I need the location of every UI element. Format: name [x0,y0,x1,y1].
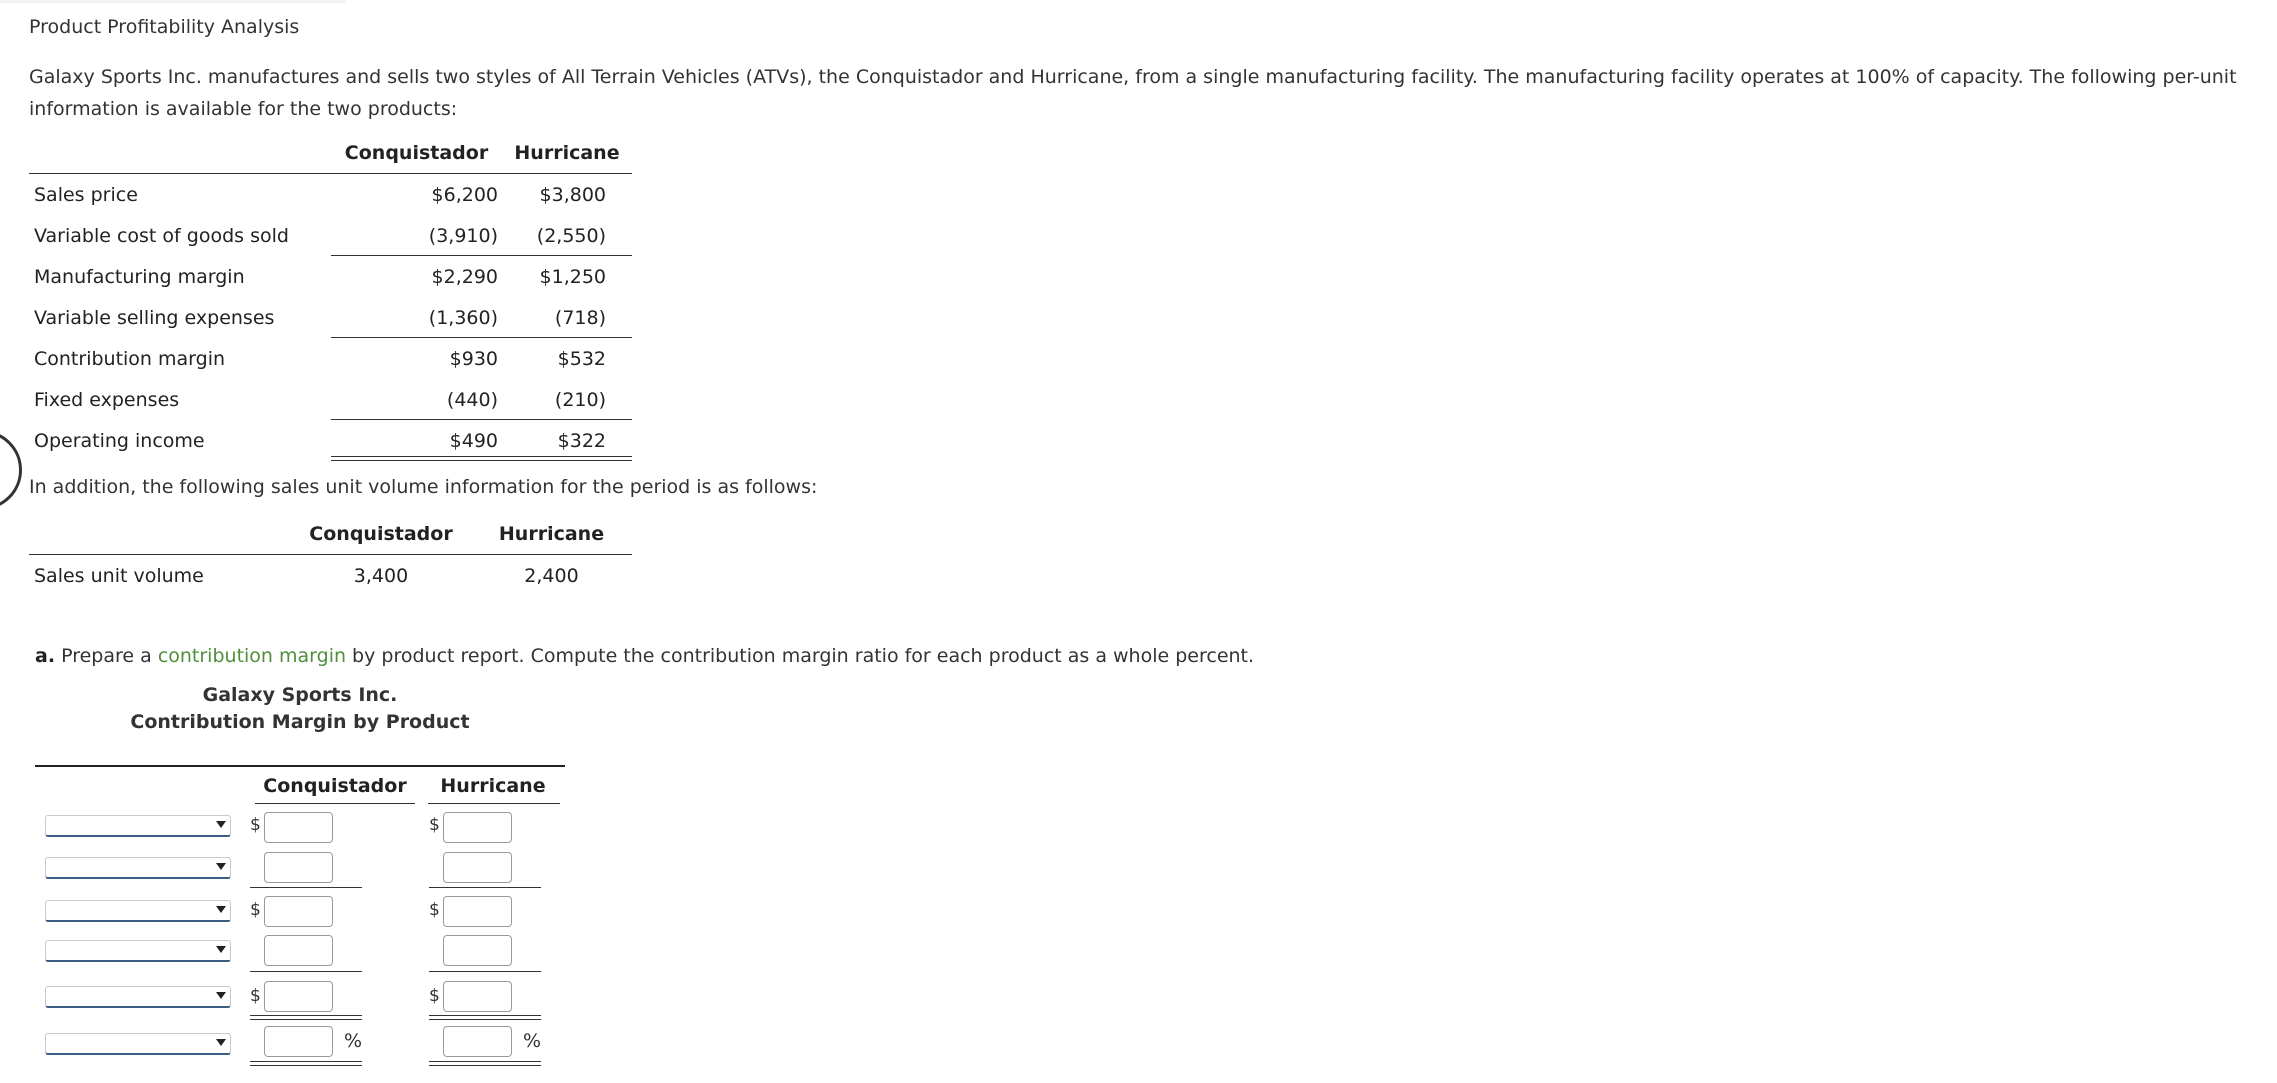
cell-conquistador: 3,400 [353,564,409,587]
dollar-sign: $ [429,986,440,1006]
report-title: Contribution Margin by Product [130,711,470,733]
subtotal-rule [250,971,362,972]
row3-conquistador-input[interactable] [264,896,333,927]
row5-conquistador-input[interactable] [264,981,333,1012]
cell-hurricane: $532 [557,347,606,370]
cell-hurricane: (210) [502,379,632,420]
circle-icon [0,430,22,510]
part-a-letter: a. [35,645,56,667]
chevron-down-icon [216,1039,226,1046]
report-col-hurricane: Hurricane [440,775,546,797]
cell-hurricane: (718) [502,297,632,338]
unit-table-header [29,132,632,174]
cell-conquistador: $2,290 [431,265,498,288]
part-a-text-before: Prepare a [55,645,158,667]
cell-conquistador: (440) [331,379,502,420]
unit-col-hurricane: Hurricane [502,132,632,174]
contribution-margin-link[interactable]: contribution margin [157,645,347,667]
row6-conquistador-input[interactable] [264,1026,333,1057]
row5-label-select[interactable] [45,986,231,1008]
volume-col-conquistador: Conquistador [291,513,471,555]
total-rule [250,1065,362,1066]
cell-conquistador: $6,200 [431,183,498,206]
row6-label-select[interactable] [45,1033,231,1055]
volume-table-header [29,513,632,555]
title-tab-bar [0,0,345,3]
table-row [29,297,632,338]
row-label: Variable cost of goods sold [34,224,289,247]
chevron-down-icon [216,906,226,913]
conquistador-header-rule [255,803,415,804]
row-label: Sales unit volume [34,564,204,587]
subtotal-rule [429,887,541,888]
row1-label-select[interactable] [45,815,231,837]
cell-conquistador: (3,910) [331,215,502,256]
hurricane-header-rule [428,803,560,804]
total-rule [429,1065,541,1066]
chevron-down-icon [216,992,226,999]
cell-hurricane: $322 [502,420,632,461]
total-rule [250,1019,362,1020]
total-rule [429,1061,541,1062]
row6-hurricane-input[interactable] [443,1026,512,1057]
row3-hurricane-input[interactable] [443,896,512,927]
row3-label-select[interactable] [45,900,231,922]
row1-conquistador-input[interactable] [264,812,333,843]
part-a-text-after: by product report. Compute the contribution margin ratio for each product as a whole percent. [346,645,1255,667]
sales-volume-table [29,513,632,596]
row-label: Contribution margin [34,347,226,370]
report-top-rule [35,765,565,767]
cell-hurricane: (2,550) [502,215,632,256]
subtotal-rule [250,887,362,888]
row-label: Manufacturing margin [34,265,245,288]
row-label: Fixed expenses [34,388,180,411]
chevron-down-icon [216,863,226,870]
row4-conquistador-input[interactable] [264,935,333,966]
intro-paragraph: Galaxy Sports Inc. manufactures and sells two styles of All Terrain Vehicles (ATVs), the Conquistador and Hurricane, from a single manufacturing facility. The manufacturing facility operates at 100% of capacity. The following per-unit information is available for the two products: [29,66,2237,120]
cell-hurricane: $3,800 [539,183,606,206]
cell-conquistador: (1,360) [331,297,502,338]
cell-conquistador: $490 [331,420,502,461]
chevron-down-icon [216,821,226,828]
total-rule [429,1015,541,1016]
table-row [29,215,632,256]
table-row [29,256,632,297]
total-rule [250,1061,362,1062]
cell-conquistador: $930 [449,347,498,370]
subtotal-rule [429,971,541,972]
row4-label-select[interactable] [45,940,231,962]
volume-intro: In addition, the following sales unit volume information for the period is as follows: [29,476,818,498]
table-row [29,420,632,461]
row4-hurricane-input[interactable] [443,935,512,966]
dollar-sign: $ [250,900,261,920]
row5-hurricane-input[interactable] [443,981,512,1012]
page-title: Product Profitability Analysis [29,16,300,38]
total-rule [250,1015,362,1016]
cell-hurricane: 2,400 [524,564,579,587]
percent-sign: % [523,1030,542,1052]
table-row [29,338,632,379]
row2-hurricane-input[interactable] [443,852,512,883]
row1-hurricane-input[interactable] [443,812,512,843]
percent-sign: % [344,1030,363,1052]
dollar-sign: $ [250,815,261,835]
report-col-conquistador: Conquistador [263,775,407,797]
table-row [29,555,632,597]
dollar-sign: $ [250,986,261,1006]
row2-label-select[interactable] [45,857,231,879]
row-label: Operating income [34,429,205,452]
table-row [29,174,632,216]
row-label: Variable selling expenses [34,306,275,329]
row-label: Sales price [34,183,138,206]
row2-conquistador-input[interactable] [264,852,333,883]
report-company-name: Galaxy Sports Inc. [202,684,398,706]
part-a-instructions [35,645,1254,667]
unit-info-table [29,132,632,461]
table-row [29,379,632,420]
unit-col-conquistador: Conquistador [331,132,502,174]
total-rule [429,1019,541,1020]
chevron-down-icon [216,946,226,953]
dollar-sign: $ [429,900,440,920]
cell-hurricane: $1,250 [539,265,606,288]
volume-col-hurricane: Hurricane [471,513,632,555]
dollar-sign: $ [429,815,440,835]
